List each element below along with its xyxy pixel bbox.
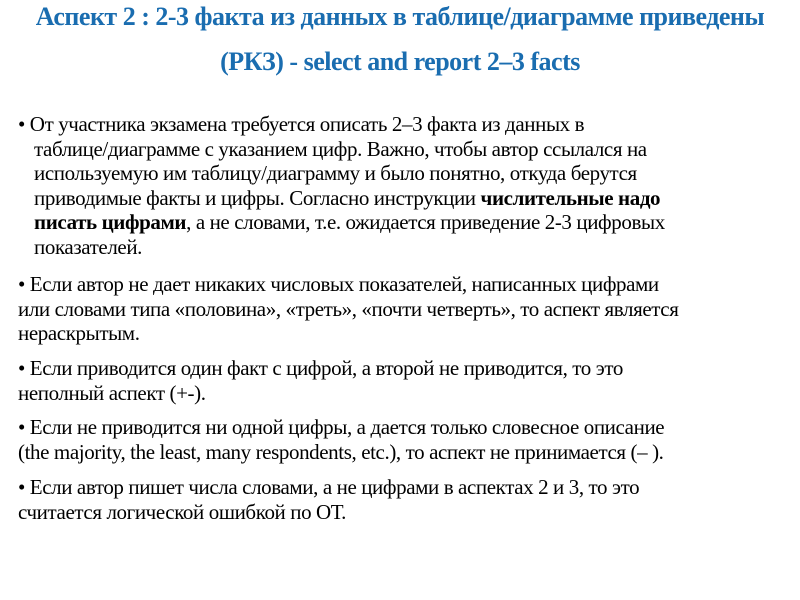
text-segment: нераскрытым. (18, 321, 140, 345)
text-segment: считается логической ошибкой по ОТ. (18, 499, 346, 524)
text-segment: • Если автор пишет числа словами, а не цифрами в аспектах 2 и 3, то это (18, 475, 640, 499)
bullet-line (18, 356, 623, 381)
bold-text: писать цифрами (34, 210, 187, 234)
bullet-line (18, 500, 639, 525)
text-segment: (the majority, the least, many respondents, etc.), то аспект не принимается (– ). (18, 439, 664, 464)
bullet-line (18, 235, 665, 260)
text-segment: показателей. (34, 234, 143, 259)
bullet-line (18, 161, 665, 186)
bullet-item (18, 356, 623, 405)
bold-text: числительные надо (480, 185, 661, 210)
bullet-line (18, 381, 623, 406)
bullet-item (18, 475, 639, 524)
bullet-line (18, 321, 678, 346)
text-segment: • Если автор не дает никаких числовых показателей, написанных цифрами (18, 272, 659, 296)
bullet-line (18, 272, 678, 297)
slide-title-line-2: (РКЗ) - select and report 2–3 facts (220, 47, 580, 76)
bullet-line (18, 475, 639, 500)
bullet-line (18, 137, 665, 162)
bullet-item (18, 415, 664, 464)
bullet-line (18, 440, 664, 465)
bullet-item (18, 272, 678, 346)
text-segment: , а не словами, т.е. ожидается приведение 2-3 цифровых (186, 210, 665, 234)
text-segment: или словами типа «половина», «треть», «почти четверть», то аспект является (18, 296, 679, 321)
bullet-item (18, 112, 665, 259)
text-segment: используемую им таблицу/диаграмму и было понятно, откуда берутся (34, 161, 637, 185)
bullet-line (18, 112, 665, 137)
bullet-line (18, 297, 678, 322)
text-segment: неполный аспект (+-). (18, 380, 206, 405)
slide-title-line-1: Аспект 2 : 2-3 факта из данных в таблице/диаграмме приведены (35, 2, 765, 31)
text-segment: таблице/диаграмме с указанием цифр. Важно, чтобы автор ссылался на (34, 136, 647, 161)
text-segment: • Если приводится один факт с цифрой, а второй не приводится, то это (18, 356, 623, 380)
text-segment: • Если не приводится ни одной цифры, а дается только словесное описание (18, 415, 665, 439)
bullet-line (18, 415, 664, 440)
text-segment: приводимые факты и цифры. Согласно инструкции (34, 185, 481, 210)
text-segment: • От участника экзамена требуется описать 2–3 факта из данных в (18, 112, 585, 136)
bullet-line (18, 210, 665, 235)
bullet-line (18, 186, 665, 211)
